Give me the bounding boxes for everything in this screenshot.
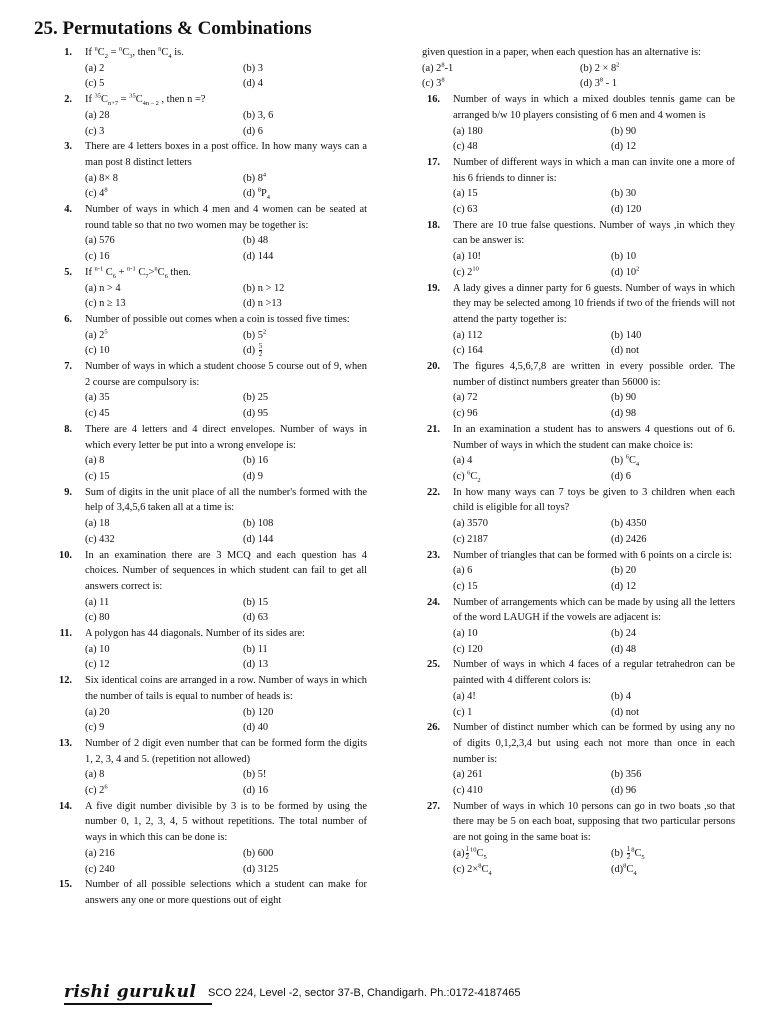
option-d: (d) 144 (243, 533, 274, 545)
option-b: (b) 10 (611, 251, 637, 263)
option-b: (b) 3, 6 (243, 109, 274, 121)
option-c: (c) 9 (85, 722, 105, 734)
question-19 (400, 281, 735, 360)
option-c: (c) 1 (453, 706, 473, 718)
option-b: (b) 15 (243, 596, 269, 608)
option-c: (c) 15 (453, 580, 478, 592)
option-a: (a) 4! (453, 690, 476, 702)
question-4 (32, 202, 367, 265)
question-2 (32, 92, 367, 139)
question-number: 9. (64, 486, 72, 498)
option-d: (d) $\frac{5}{2}$ (243, 342, 263, 359)
option-a: (a) 10 (85, 643, 110, 655)
option-d: (d) n >13 (243, 298, 282, 310)
option-a: (a) 20 (85, 706, 110, 718)
option-d: (d) $10^2$ (611, 265, 640, 278)
option-a: (a) 11 (85, 596, 110, 608)
question-stem: Number of arrangements which can be made by using all the letters of the word LAUGH if the vowels are adjacent is: (453, 596, 735, 624)
option-d: (d) 12 (611, 580, 637, 592)
question-6 (32, 312, 367, 359)
option-d: $(d)^8C_4$ (611, 862, 637, 877)
option-b: (b) 16 (243, 455, 269, 467)
question-number: 4. (64, 204, 72, 216)
option-a: (a) 261 (453, 769, 483, 781)
option-b: (b) $\frac{1}{2}$ $^8C_5$ (611, 844, 645, 861)
question-stem: Number of ways in which a student choose 5 course out of 9, when 2 course are compulsory is: (85, 361, 367, 388)
question-stem: Number of distinct number which can be formed by using any no of digits 0,1,2,3,4 but using each not more than once in each number is: (453, 722, 735, 765)
question-number: 20. (427, 361, 440, 373)
question-number: 15. (59, 879, 72, 891)
option-a: (a) 180 (453, 125, 483, 137)
option-c: (c) 63 (453, 204, 478, 216)
question-27 (400, 799, 735, 878)
option-d: (d) 6 (611, 470, 631, 482)
option-d: (d) 120 (611, 204, 642, 216)
question-number: 14. (59, 800, 72, 812)
option-d: (d) not (611, 706, 639, 718)
footer-address: SCO 224, Level -2, sector 37-B, Chandigarh. Ph.:0172-4187465 (208, 987, 521, 999)
question-stem: A lady gives a dinner party for 6 guests. Number of ways in which they may be selected among 10 friends if two of the friends will not attend the party together is: (453, 282, 735, 325)
question-stem: If $^nC_2 = ^nC_3$, then $^nC_4$ is. (85, 45, 184, 61)
question-number: 17. (427, 156, 440, 168)
option-c: (c) $2^6$ (85, 783, 108, 797)
question-14 (32, 799, 367, 878)
option-a: (a) 10! (453, 251, 481, 263)
question-22 (400, 485, 735, 548)
question-number: 1. (64, 47, 72, 58)
option-b: (b) 4 (611, 690, 631, 702)
question-number: 11. (59, 628, 72, 640)
option-d: (d) 9 (243, 470, 263, 482)
option-a: (a) 10 (453, 628, 478, 640)
option-c: (c) 80 (85, 612, 110, 624)
option-b: (b) 24 (611, 628, 637, 640)
option-d: (d) 48 (611, 643, 637, 655)
question-21 (400, 422, 735, 485)
option-d: (d) 13 (243, 659, 269, 671)
question-stem: Number of triangles that can be formed with 6 points on a circle is: (453, 549, 733, 561)
question-stem: In an examination a student has to answers 4 questions out of 6. Number of ways in which the student can make choice is: (453, 423, 735, 451)
question-23 (400, 548, 735, 595)
option-c: (c) $^6C_2$ (453, 469, 481, 485)
option-d: (d) 16 (243, 785, 269, 797)
question-17 (400, 155, 735, 218)
question-15-continued: given question in a paper, when each question has an alternative is: (422, 47, 701, 58)
option-d: (d) 144 (243, 251, 274, 263)
option-d: (d) 2426 (611, 533, 647, 545)
option-a: (a) 6 (453, 565, 473, 577)
question-stem: Number of ways in which 4 faces of a regular tetrahedron can be painted with 4 different colors is: (453, 659, 735, 687)
question-15-options (400, 61, 735, 92)
question-16 (400, 92, 735, 155)
question-stem: There are 4 letters boxes in a post office. In how many ways can a man post 8 distinct letters (85, 141, 367, 168)
question-stem: If $^{35}C_{n+7} = ^{35}C_{4n - 2}$ , then n =? (85, 92, 206, 108)
option-c: (c) 164 (453, 345, 483, 357)
question-stem: In how many ways can 7 toys be given to 3 children when each child is eligible for all toys? (453, 486, 735, 514)
option-d: (d) $^8P_4$ (243, 186, 270, 202)
question-15 (32, 877, 367, 908)
option-a: (a) 2 (85, 62, 105, 74)
option-d: (d) 3125 (243, 863, 279, 875)
question-number: 5. (64, 266, 72, 278)
option-b: (b) 25 (243, 392, 269, 404)
option-b: (b) 90 (611, 392, 637, 404)
question-number: 10. (59, 549, 72, 561)
question-stem: There are 4 letters and 4 direct envelopes. Number of ways in which every letter be put into a wrong envelope is: (85, 423, 367, 451)
question-stem: Number of 2 digit even number that can be formed form the digits 1, 2, 3, 4 and 5. (repetition not allowed) (85, 737, 367, 765)
option-a: (a) 8 (85, 455, 105, 467)
option-a: (a) 15 (453, 188, 478, 200)
question-stem: Number of different ways in which a man can invite one a more of his 6 friends to dinner is: (453, 156, 735, 184)
question-20 (400, 359, 735, 422)
question-number: 23. (427, 549, 440, 561)
question-7 (32, 359, 367, 422)
option-b: (b) $^6C_4$ (611, 453, 640, 469)
option-b: (b) $5^2$ (243, 328, 267, 341)
question-stem: The figures 4,5,6,7,8 are written in every possible order. The number of distinct numbers greater than 56000 is: (453, 361, 735, 388)
page-title: 25. Permutations & Combinations (34, 18, 312, 39)
question-13 (32, 736, 367, 799)
question-number: 6. (64, 313, 72, 325)
option-a: (a) 4 (453, 455, 473, 467)
question-stem: Sum of digits in the unit place of all the number's formed with the help of 3,4,5,6 taken all at a time is: (85, 486, 367, 514)
option-a: (a) 576 (85, 235, 115, 247)
option-b: (b) 11 (243, 643, 268, 655)
option-a: (a) 8 (85, 769, 105, 781)
question-11 (32, 626, 367, 673)
question-stem: There are 10 true false questions. Number of ways ,in which they can be answer is: (453, 219, 735, 247)
option-b: (b) $8^4$ (243, 171, 267, 184)
option-b: (b) 4350 (611, 518, 647, 530)
brand-logo: rishi gurukul (64, 982, 197, 1002)
question-8 (32, 422, 367, 485)
option-c: (c) 240 (85, 863, 115, 875)
question-25 (400, 657, 735, 720)
option-a: (a) $2^5$ (85, 328, 108, 341)
question-9 (32, 485, 367, 548)
question-stem: Number of possible out comes when a coin is tossed five times: (85, 313, 350, 325)
option-c: (c) 12 (85, 659, 110, 671)
question-number: 12. (59, 675, 72, 687)
option-c: (c) 16 (85, 251, 110, 263)
option-d: (d) 6 (243, 125, 263, 137)
question-number: 16. (427, 94, 440, 106)
option-a: (a) 8× 8 (85, 172, 118, 184)
option-b: (b) 5! (243, 769, 267, 781)
option-c: (c) 15 (85, 470, 110, 482)
question-number: 19. (427, 282, 440, 294)
option-a: (a) 72 (453, 392, 478, 404)
option-b: (b) 48 (243, 235, 269, 247)
logo-underline (64, 1003, 212, 1005)
option-b: (b) 600 (243, 847, 274, 859)
option-c: (c) 3 (85, 125, 105, 137)
question-stem: Number of ways in which 4 men and 4 women can be seated at round table so that no two women may be together is: (85, 204, 367, 231)
option-d: (d) 12 (611, 141, 637, 153)
option-a: (a) $2^8-1$ (422, 61, 454, 74)
option-c: (c) n ≥ 13 (85, 298, 126, 310)
question-5 (32, 265, 367, 312)
option-c: (c) 5 (85, 78, 105, 90)
question-26 (400, 720, 735, 799)
option-c: (c) $2\times^8C_4$ (453, 862, 492, 877)
question-number: 22. (427, 486, 440, 498)
question-stem: If $^{n-1}$ $C_6 + ^{n-1}$ $C_7>^nC_6$ then. (85, 265, 191, 280)
question-number: 8. (64, 423, 72, 435)
option-b: (b) 356 (611, 769, 642, 781)
question-stem: A five digit number divisible by 3 is to be formed by using the number 0, 1, 2, 3, 4, 5 without repetitions. The total number of ways in which this can be done is: (85, 800, 367, 844)
option-a: (a) n > 4 (85, 282, 121, 294)
option-b: (b) 3 (243, 62, 263, 74)
question-1 (32, 45, 367, 92)
right-column (400, 45, 735, 877)
question-number: 27. (427, 800, 440, 812)
question-stem: Number of ways in which 10 persons can go in two boats ,so that there may be 5 on each boat, supposing that two particular persons are not going in the same boat is: (453, 800, 735, 844)
question-stem: Number of ways in which a mixed doubles tennis game can be arranged b/w 10 players consisting of 6 men and 4 women is (453, 94, 735, 121)
question-number: 21. (427, 423, 440, 435)
option-c: (c) $4^8$ (85, 186, 108, 200)
option-b: (b) 20 (611, 565, 637, 577)
question-number: 24. (427, 596, 440, 608)
option-b: (b) 120 (243, 706, 274, 718)
option-a: (a) 35 (85, 392, 110, 404)
option-d: (d) 63 (243, 612, 269, 624)
option-c: (c) 2187 (453, 533, 488, 545)
option-b: (b) 30 (611, 188, 637, 200)
question-number: 7. (64, 361, 72, 373)
option-c: (c) 410 (453, 785, 483, 797)
question-stem: Number of all possible selections which a student can make for answers any one or more questions out of eight (85, 879, 367, 906)
option-a: (a) 28 (85, 109, 110, 121)
option-c: (c) 120 (453, 643, 483, 655)
option-c: (c) 96 (453, 408, 478, 420)
option-d: (d) $3^8 - 1$ (580, 76, 618, 90)
option-d: (d) 98 (611, 408, 637, 420)
option-d: (d) 40 (243, 722, 269, 734)
option-a: (a) 18 (85, 518, 110, 530)
option-d: (d) 95 (243, 408, 269, 420)
question-18 (400, 218, 735, 281)
option-d: (d) not (611, 345, 639, 357)
question-number: 2. (64, 94, 72, 106)
option-b: (b) n > 12 (243, 282, 285, 294)
question-3 (32, 139, 367, 202)
option-a: (a) 3570 (453, 518, 488, 530)
option-c: (c) 432 (85, 533, 115, 545)
option-a: (a) $\frac{1}{2}$ $^{10}C_5$ (453, 844, 487, 861)
option-c: (c) $2^{10}$ (453, 265, 479, 278)
option-b: (b) 140 (611, 329, 642, 341)
option-d: (d) 4 (243, 78, 263, 90)
question-stem: Six identical coins are arranged in a row. Number of ways in which the number of tails is equal to number of heads is: (85, 675, 367, 702)
question-number: 25. (427, 659, 440, 671)
question-24 (400, 595, 735, 658)
question-number: 3. (64, 141, 72, 153)
option-b: (b) $2 \times 8^2$ (580, 61, 620, 74)
option-c: (c) 48 (453, 141, 478, 153)
option-c: (c) 45 (85, 408, 110, 420)
question-12 (32, 673, 367, 736)
question-number: 26. (427, 722, 440, 734)
option-c: (c) $3^8$ (422, 76, 445, 90)
question-10 (32, 548, 367, 627)
option-b: (b) 108 (243, 518, 274, 530)
option-a: (a) 112 (453, 329, 483, 341)
option-a: (a) 216 (85, 847, 115, 859)
left-column (32, 45, 367, 909)
question-number: 18. (427, 219, 440, 231)
option-c: (c) 10 (85, 345, 110, 357)
option-b: (b) 90 (611, 125, 637, 137)
question-stem: A polygon has 44 diagonals. Number of its sides are: (85, 628, 305, 640)
page-footer (64, 984, 764, 1008)
option-d: (d) 96 (611, 785, 637, 797)
question-number: 13. (59, 737, 72, 749)
question-stem: In an examination there are 3 MCQ and each question has 4 choices. Number of sequences in which student can fail to get all answers correct is: (85, 549, 367, 592)
